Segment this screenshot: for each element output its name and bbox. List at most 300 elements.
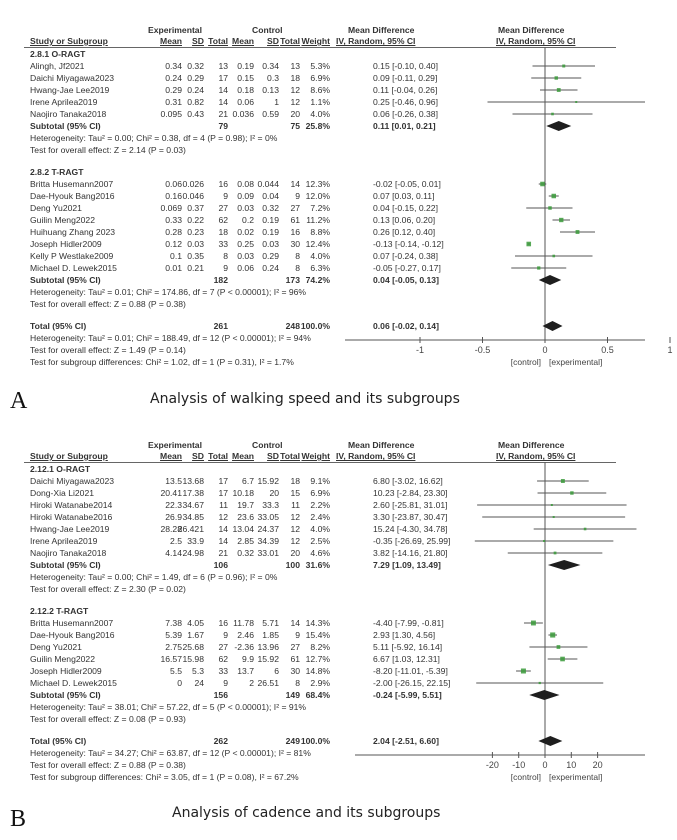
cell-ci: 0.09 [-0.11, 0.29]	[373, 73, 438, 83]
cell-c-sd: 6	[274, 666, 279, 676]
cell-ci: 0.04 [-0.15, 0.22]	[373, 203, 438, 213]
cell-c-sd: 0.32	[262, 203, 279, 213]
cell-e-mean: 0.06	[165, 179, 182, 189]
cell-c-n: 9	[295, 630, 300, 640]
cell-e-n: 8	[223, 251, 228, 261]
cell-c-sd: 26.51	[257, 678, 279, 688]
cell-e-sd: 25.68	[182, 642, 204, 652]
cell-name: Michael D. Lewek2015	[30, 678, 117, 688]
cell-name: Hwang-Jae Lee2019	[30, 524, 110, 534]
cell-ci: 0.06 [-0.02, 0.14]	[373, 321, 439, 331]
cell-c-sd: 1	[274, 97, 279, 107]
cell-c-mean: 0.15	[237, 73, 254, 83]
forest-plot-cadence	[0, 420, 677, 839]
subgroup-label: 2.8.2 T-RAGT	[30, 167, 84, 177]
overall-effect-text: Test for overall effect: Z = 2.14 (P = 0.03)	[30, 145, 186, 155]
sd-header: SD	[267, 451, 279, 461]
cell-e-sd: 0.03	[187, 239, 204, 249]
cell-e-mean: 0.095	[160, 109, 182, 119]
cell-weight: 2.9%	[310, 678, 330, 688]
cell-e-n: 9	[223, 263, 228, 273]
effect-square-icon	[562, 65, 565, 68]
cell-c-n: 9	[295, 191, 300, 201]
effect-square-icon	[553, 516, 555, 518]
cell-e-sd: 26.421	[177, 524, 204, 534]
cell-name: Alingh, Jf2021	[30, 61, 85, 71]
cell-ci: 0.13 [0.06, 0.20]	[373, 215, 436, 225]
cell-name: Michael D. Lewek2015	[30, 263, 117, 273]
heterogeneity-text: Heterogeneity: Tau² = 0.01; Chi² = 174.86, df = 7 (P < 0.00001); I² = 96%	[30, 287, 307, 297]
cell-c-mean: 0.25	[237, 239, 254, 249]
cell-ci: 2.93 [1.30, 4.56]	[373, 630, 436, 640]
cell-weight: 11.2%	[306, 215, 330, 225]
heterogeneity-text: Heterogeneity: Tau² = 0.00; Chi² = 0.38, df = 4 (P = 0.98); I² = 0%	[30, 133, 278, 143]
cell-c-n: 11	[291, 500, 300, 510]
cell-c-n: 18	[290, 476, 300, 486]
cell-c-n: 14	[290, 618, 300, 628]
effect-square-icon	[554, 552, 557, 555]
subgroup-label: 2.8.1 O-RAGT	[30, 49, 86, 59]
cell-c-mean: 0.02	[237, 227, 254, 237]
cell-ci: 15.24 [-4.30, 34.78]	[373, 524, 448, 534]
cell-c-mean: 0.08	[237, 179, 254, 189]
cell-e-n: 27	[218, 642, 228, 652]
cell-weight: 2.4%	[310, 512, 330, 522]
effect-square-icon	[559, 218, 563, 222]
cell-weight: 68.4%	[305, 690, 330, 700]
cell-c-sd: 0.04	[262, 191, 279, 201]
x-tick-label: -20	[485, 760, 499, 770]
effect-square-icon	[560, 657, 565, 662]
x-tick-label: -1	[415, 345, 425, 355]
sd-header: SD	[192, 36, 204, 46]
cell-e-mean: 0.24	[165, 73, 182, 83]
cell-name: Irene Aprilea2019	[30, 536, 98, 546]
control-direction-label: [control]	[510, 357, 541, 367]
cell-c-n: 8	[295, 251, 300, 261]
pooled-diamond-icon	[548, 560, 581, 570]
x-tick-label: 10	[566, 760, 577, 770]
cell-e-mean: 28.28	[160, 524, 182, 534]
cell-ci: -2.00 [-26.15, 22.15]	[373, 678, 451, 688]
cell-c-n: 30	[290, 666, 300, 676]
cell-ci: -0.05 [-0.27, 0.17]	[373, 263, 441, 273]
cell-name: Deng Yu2021	[30, 642, 82, 652]
cell-weight: 6.9%	[310, 488, 330, 498]
cell-e-n: 79	[218, 121, 228, 131]
cell-e-n: 17	[218, 488, 228, 498]
cell-ci: 0.11 [-0.04, 0.26]	[373, 85, 438, 95]
cell-c-mean: 13.04	[232, 524, 254, 534]
cell-e-n: 14	[218, 536, 228, 546]
weight-header: Weight	[301, 36, 330, 46]
cell-c-n: 248	[285, 321, 300, 331]
cell-c-mean: 11.78	[233, 618, 254, 628]
cell-e-sd: 0.82	[187, 97, 204, 107]
cell-c-n: 15	[290, 488, 300, 498]
cell-e-mean: 0.34	[165, 61, 182, 71]
cell-name: Joseph Hidler2009	[30, 666, 102, 676]
plot-ci-header: IV, Random, 95% CI	[496, 451, 576, 461]
effect-square-icon	[576, 230, 580, 234]
effect-square-icon	[584, 528, 587, 531]
cell-ci: -0.13 [-0.14, -0.12]	[373, 239, 444, 249]
cell-c-sd: 0.03	[262, 239, 279, 249]
cell-name: Subtotal (95% CI)	[30, 121, 101, 131]
effect-square-icon	[540, 182, 545, 187]
x-tick-label: 0.5	[601, 345, 614, 355]
cell-c-n: 12	[290, 97, 300, 107]
mean-header: Mean	[232, 451, 254, 461]
x-tick-label: -0.5	[474, 345, 491, 355]
cell-c-sd: 5.71	[262, 618, 279, 628]
x-tick-label: 0	[542, 345, 548, 355]
cell-name: Daichi Miyagawa2023	[30, 476, 115, 486]
cell-e-mean: 0.01	[165, 263, 182, 273]
group-experimental-header: Experimental	[148, 440, 202, 450]
effect-square-icon	[526, 242, 531, 247]
cell-name: Daichi Miyagawa2023	[30, 73, 115, 83]
cell-c-mean: 10.18	[232, 488, 254, 498]
cell-e-n: 9	[223, 191, 228, 201]
cell-e-mean: 5.5	[170, 666, 182, 676]
cell-ci: 2.60 [-25.81, 31.01]	[373, 500, 448, 510]
cell-e-mean: 0.29	[165, 85, 182, 95]
ci-header: IV, Random, 95% CI	[336, 451, 416, 461]
cell-e-sd: 24	[194, 678, 204, 688]
cell-c-sd: 0.34	[262, 61, 279, 71]
cell-e-n: 16	[218, 618, 228, 628]
cell-e-sd: 34.85	[182, 512, 204, 522]
cell-e-n: 13	[218, 61, 228, 71]
group-experimental-header: Experimental	[148, 25, 202, 35]
cell-c-mean: 2	[249, 678, 254, 688]
cell-e-n: 106	[213, 560, 228, 570]
study-header: Study or Subgroup	[30, 36, 108, 46]
cell-name: Huihuang Zhang 2023	[30, 227, 116, 237]
cell-e-sd: 5.3	[192, 666, 204, 676]
cell-e-mean: 4.14	[165, 548, 182, 558]
cell-weight: 4.0%	[310, 251, 330, 261]
experimental-direction-label: [experimental]	[549, 772, 603, 782]
cell-weight: 4.6%	[310, 548, 330, 558]
cell-c-n: 12	[290, 512, 300, 522]
cell-c-sd: 15.92	[257, 654, 279, 664]
cell-c-sd: 33.3	[262, 500, 279, 510]
cell-ci: 3.30 [-23.87, 30.47]	[373, 512, 448, 522]
total-heterogeneity-text: Heterogeneity: Tau² = 34.27; Chi² = 63.87, df = 12 (P < 0.00001); I² = 81%	[30, 748, 311, 758]
cell-name: Britta Husemann2007	[30, 618, 114, 628]
cell-ci: 5.11 [-5.92, 16.14]	[373, 642, 443, 652]
panel-caption: Analysis of cadence and its subgroups	[172, 805, 441, 821]
cell-c-n: 18	[290, 73, 300, 83]
cell-e-mean: 20.41	[160, 488, 182, 498]
cell-e-sd: 4.05	[187, 618, 204, 628]
cell-e-n: 16	[218, 179, 228, 189]
cell-e-sd: 0.43	[187, 109, 204, 119]
cell-c-sd: 13.96	[257, 642, 279, 652]
cell-e-mean: 2.75	[165, 642, 182, 652]
cell-ci: -0.02 [-0.05, 0.01]	[373, 179, 441, 189]
cell-weight: 12.4%	[305, 239, 330, 249]
cell-c-sd: 0.29	[262, 251, 279, 261]
overall-effect-text: Test for overall effect: Z = 0.08 (P = 0.93)	[30, 714, 186, 724]
cell-weight: 100.0%	[300, 736, 330, 746]
cell-ci: 6.67 [1.03, 12.31]	[373, 654, 440, 664]
cell-name: Total (95% CI)	[30, 321, 87, 331]
effect-square-icon	[551, 194, 556, 199]
cell-weight: 7.2%	[310, 203, 330, 213]
cell-c-n: 16	[290, 227, 300, 237]
cell-e-sd: 0.22	[187, 215, 204, 225]
overall-effect-text: Test for overall effect: Z = 2.30 (P = 0.02)	[30, 584, 186, 594]
control-direction-label: [control]	[510, 772, 541, 782]
cell-c-n: 173	[285, 275, 300, 285]
cell-e-mean: 0	[177, 678, 182, 688]
cell-c-sd: 33.05	[257, 512, 279, 522]
cell-e-n: 9	[223, 678, 228, 688]
cell-c-sd: 33.01	[257, 548, 279, 558]
study-header: Study or Subgroup	[30, 451, 108, 461]
cell-ci: -8.20 [-11.01, -5.39]	[373, 666, 448, 676]
pooled-diamond-icon	[546, 121, 571, 131]
cell-c-sd: 1.85	[262, 630, 279, 640]
cell-e-n: 27	[218, 203, 228, 213]
cell-c-sd: 20	[269, 488, 279, 498]
cell-name: Guilin Meng2022	[30, 654, 95, 664]
effect-square-icon	[543, 540, 545, 542]
cell-c-n: 20	[290, 109, 300, 119]
cell-name: Kelly P Westlake2009	[30, 251, 114, 261]
cell-ci: 10.23 [-2.84, 23.30]	[373, 488, 448, 498]
effect-square-icon	[537, 266, 540, 269]
cell-ci: 0.15 [-0.10, 0.40]	[373, 61, 438, 71]
cell-c-n: 249	[285, 736, 300, 746]
cell-name: Naojiro Tanaka2018	[30, 548, 107, 558]
cell-weight: 14.3%	[305, 618, 330, 628]
mean-header: Mean	[232, 36, 254, 46]
cell-c-n: 100	[285, 560, 300, 570]
total-header: Total	[208, 451, 228, 461]
cell-ci: 0.06 [-0.26, 0.38]	[373, 109, 438, 119]
effect-square-icon	[551, 504, 553, 506]
cell-name: Joseph Hidler2009	[30, 239, 102, 249]
panel-caption: Analysis of walking speed and its subgroups	[150, 391, 460, 407]
cell-ci: -0.24 [-5.99, 5.51]	[373, 690, 442, 700]
cell-e-mean: 0.1	[170, 251, 182, 261]
cell-weight: 8.2%	[310, 642, 330, 652]
cell-e-mean: 5.39	[165, 630, 182, 640]
cell-c-n: 14	[290, 179, 300, 189]
cell-e-n: 17	[218, 476, 228, 486]
cell-name: Subtotal (95% CI)	[30, 275, 101, 285]
cell-ci: 0.07 [0.03, 0.11]	[373, 191, 435, 201]
plot-ci-header: IV, Random, 95% CI	[496, 36, 576, 46]
weight-header: Weight	[301, 451, 330, 461]
cell-c-n: 20	[290, 548, 300, 558]
cell-e-n: 21	[218, 548, 228, 558]
cell-name: Irene Aprilea2019	[30, 97, 98, 107]
effect-square-icon	[557, 88, 561, 92]
effect-square-icon	[550, 632, 555, 637]
cell-ci: 0.25 [-0.46, 0.96]	[373, 97, 438, 107]
panel-letter: B	[10, 806, 27, 832]
md-plot-title-header: Mean Difference	[498, 25, 565, 35]
forest-plot-graphic	[0, 420, 677, 840]
cell-weight: 74.2%	[305, 275, 330, 285]
effect-square-icon	[548, 206, 551, 209]
cell-e-sd: 17.38	[182, 488, 204, 498]
cell-e-mean: 0.33	[165, 215, 182, 225]
cell-e-mean: 7.38	[165, 618, 182, 628]
cell-c-n: 75	[290, 121, 300, 131]
cell-weight: 4.0%	[310, 524, 330, 534]
mean-header: Mean	[160, 451, 182, 461]
cell-e-mean: 0.12	[165, 239, 182, 249]
cell-c-n: 27	[290, 642, 300, 652]
effect-square-icon	[521, 668, 526, 673]
cell-name: Guilin Meng2022	[30, 215, 95, 225]
cell-c-mean: 9.9	[242, 654, 254, 664]
x-tick-label: -10	[512, 760, 526, 770]
cell-ci: 3.82 [-14.16, 21.80]	[373, 548, 448, 558]
cell-name: Subtotal (95% CI)	[30, 560, 101, 570]
cell-c-sd: 15.92	[257, 476, 279, 486]
cell-name: Total (95% CI)	[30, 736, 87, 746]
cell-weight: 6.9%	[310, 73, 330, 83]
cell-e-n: 12	[218, 512, 228, 522]
cell-c-sd: 24.37	[257, 524, 279, 534]
panel-letter: A	[10, 388, 28, 414]
cell-ci: 0.26 [0.12, 0.40]	[373, 227, 436, 237]
cell-c-sd: 0.19	[262, 227, 279, 237]
cell-weight: 31.6%	[305, 560, 330, 570]
cell-c-mean: -2.36	[234, 642, 254, 652]
cell-c-mean: 23.6	[237, 512, 254, 522]
subgroup-difference-text: Test for subgroup differences: Chi² = 3.05, df = 1 (P = 0.08), I² = 67.2%	[30, 772, 299, 782]
cell-c-sd: 34.39	[257, 536, 279, 546]
cell-c-mean: 19.7	[237, 500, 254, 510]
cell-c-n: 12	[290, 536, 300, 546]
cell-name: Hiroki Watanabe2014	[30, 500, 113, 510]
cell-e-n: 62	[218, 215, 228, 225]
effect-square-icon	[539, 682, 541, 684]
cell-name: Dong-Xia Li2021	[30, 488, 95, 498]
cell-weight: 2.2%	[310, 500, 330, 510]
effect-square-icon	[570, 491, 573, 494]
md-plot-title-header: Mean Difference	[498, 440, 565, 450]
x-tick-label: 0	[542, 760, 548, 770]
sd-header: SD	[192, 451, 204, 461]
cell-c-sd: 0.19	[262, 215, 279, 225]
cell-e-n: 11	[219, 500, 228, 510]
cell-name: Subtotal (95% CI)	[30, 690, 101, 700]
cell-c-mean: 13.7	[237, 666, 254, 676]
group-control-header: Control	[252, 440, 283, 450]
cell-e-mean: 0.16	[165, 191, 182, 201]
cell-e-n: 14	[218, 524, 228, 534]
total-header: Total	[280, 36, 300, 46]
cell-weight: 12.7%	[305, 654, 330, 664]
cell-weight: 25.8%	[305, 121, 330, 131]
cell-c-n: 61	[290, 215, 300, 225]
total-heterogeneity-text: Heterogeneity: Tau² = 0.01; Chi² = 188.49, df = 12 (P < 0.00001); I² = 94%	[30, 333, 311, 343]
cell-c-mean: 0.03	[237, 251, 254, 261]
cell-weight: 2.5%	[310, 536, 330, 546]
subgroup-label: 2.12.1 O-RAGT	[30, 464, 91, 474]
effect-square-icon	[552, 255, 555, 258]
cell-e-n: 156	[213, 690, 228, 700]
cell-c-sd: 0.24	[262, 263, 279, 273]
cell-c-n: 12	[290, 524, 300, 534]
cell-c-n: 12	[290, 85, 300, 95]
cell-e-n: 18	[218, 227, 228, 237]
cell-e-sd: 13.68	[182, 476, 204, 486]
cell-e-sd: 15.98	[182, 654, 204, 664]
cell-e-sd: 0.29	[187, 73, 204, 83]
cell-c-n: 8	[295, 263, 300, 273]
cell-c-mean: 0.036	[232, 109, 254, 119]
cell-c-n: 30	[290, 239, 300, 249]
cell-c-mean: 0.2	[242, 215, 254, 225]
cell-ci: 0.04 [-0.05, 0.13]	[373, 275, 439, 285]
cell-weight: 4.0%	[310, 109, 330, 119]
cell-name: Dae-Hyouk Bang2016	[30, 630, 115, 640]
cell-c-mean: 2.46	[237, 630, 254, 640]
pooled-diamond-icon	[539, 275, 562, 285]
pooled-diamond-icon	[538, 736, 562, 746]
effect-square-icon	[561, 479, 565, 483]
heterogeneity-text: Heterogeneity: Tau² = 38.01; Chi² = 57.22, df = 5 (P < 0.00001); I² = 91%	[30, 702, 307, 712]
cell-ci: 6.80 [-3.02, 16.62]	[373, 476, 443, 486]
cell-c-mean: 0.06	[237, 97, 254, 107]
x-tick-label: 20	[592, 760, 603, 770]
md-title-header: Mean Difference	[348, 440, 415, 450]
ci-header: IV, Random, 95% CI	[336, 36, 416, 46]
cell-name: Deng Yu2021	[30, 203, 82, 213]
cell-c-mean: 0.18	[237, 85, 254, 95]
cell-e-mean: 22.3	[165, 500, 182, 510]
pooled-diamond-icon	[529, 690, 559, 700]
cell-name: Naojiro Tanaka2018	[30, 109, 107, 119]
cell-weight: 8.8%	[310, 227, 330, 237]
cell-c-mean: 0.06	[237, 263, 254, 273]
cell-e-n: 14	[218, 85, 228, 95]
cell-e-sd: 0.026	[182, 179, 204, 189]
effect-square-icon	[557, 645, 561, 649]
group-control-header: Control	[252, 25, 283, 35]
cell-ci: 0.11 [0.01, 0.21]	[373, 121, 436, 131]
cell-c-n: 8	[295, 678, 300, 688]
cell-weight: 12.3%	[305, 179, 330, 189]
cell-name: Britta Husemann2007	[30, 179, 114, 189]
cell-weight: 14.8%	[305, 666, 330, 676]
effect-square-icon	[551, 113, 554, 116]
mean-header: Mean	[160, 36, 182, 46]
cell-e-n: 17	[218, 73, 228, 83]
cell-e-sd: 24.98	[182, 548, 204, 558]
cell-e-n: 261	[213, 321, 228, 331]
cell-c-sd: 0.59	[262, 109, 279, 119]
cell-e-n: 33	[218, 666, 228, 676]
cell-weight: 8.6%	[310, 85, 330, 95]
md-title-header: Mean Difference	[348, 25, 415, 35]
cell-c-n: 149	[285, 690, 300, 700]
cell-e-mean: 0.31	[165, 97, 182, 107]
cell-name: Hwang-Jae Lee2019	[30, 85, 110, 95]
cell-weight: 100.0%	[300, 321, 330, 331]
cell-e-sd: 1.67	[187, 630, 204, 640]
